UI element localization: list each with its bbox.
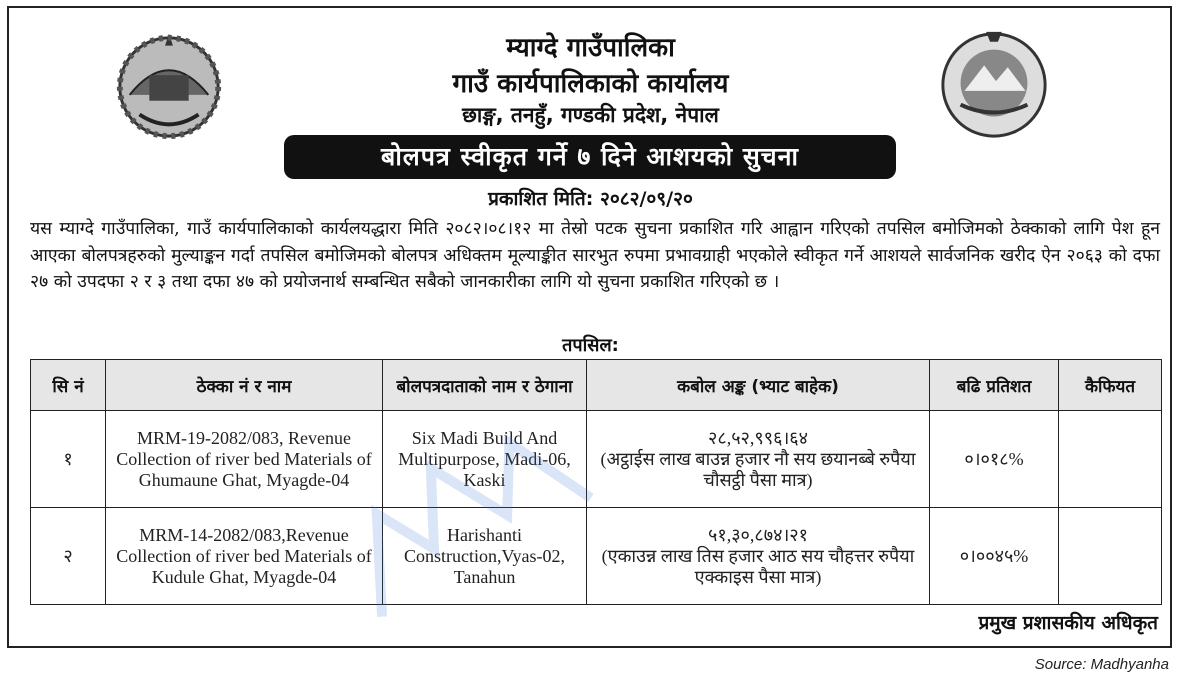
schedule-title: तपसिल: [562,335,619,356]
col-header-remarks: कैफियत [1059,360,1162,411]
amount-figure: २८,५२,९९६।६४ [707,427,809,448]
notice-body: यस म्याग्दे गाउँपालिका, गाउँ कार्यपालिकाको कार्यलयद्धारा मिति २०८२।०८।१२ मा तेस्रो पटक सुचना प्रकाशित गरि आह्वान गरिएको तपसिल बमोजिमको ठेक्काको लागि पेश हून आएका बोलपत्रहरुको मुल्याङ्कन गर्दा तपसिल बमोजिमको बोलपत्र अधिक्तम मूल्याङ्कीत सारभुत रुपमा प्रभावग्राही भएकोले स्वीकृत गर्ने आशयले सार्वजनिक खरीद ऐन २०६३ को दफा २७ को उपदफा २ र ३ तथा दफा ४७ को प्रयोजनार्थ सम्बन्धित सबैको जानकारीका लागि यो सुचना प्रकाशित गरिएको छ । [30,219,1160,292]
table-row [31,508,1162,605]
cell-sn: २ [31,508,106,605]
amount-words: (अट्ठाईस लाख बाउन्न हजार नौ सय छयानब्बे रुपैया चौसट्ठी पैसा मात्र) [600,448,916,490]
table-row [31,411,1162,508]
col-header-sn: सि नं [31,360,106,411]
cell-percent: ०।०१८% [930,411,1059,508]
cell-remarks [1059,411,1162,508]
cell-amount [587,411,930,508]
cell-bidder: Harishanti Construction,Vyas-02, Tanahun [383,508,587,605]
cell-contract: MRM-14-2082/083,Revenue Collection of river bed Materials of Kudule Ghat, Myagde-04 [106,508,383,605]
col-header-contract: ठेक्का नं र नाम [106,360,383,411]
cell-bidder: Six Madi Build And Multipurpose, Madi-06, Kaski [383,411,587,508]
col-header-amount: कबोल अङ्क (भ्याट बाहेक) [587,360,930,411]
municipality-name: म्याग्दे गाउँपालिका [506,33,675,63]
cell-percent: ०।००४५% [930,508,1059,605]
cell-amount [587,508,930,605]
amount-words: (एकाउन्न लाख तिस हजार आठ सय चौहत्तर रुपैया एक्काइस पैसा मात्र) [601,545,915,587]
bid-table [30,359,1162,605]
source-credit: Source: Madhyanha [1034,656,1169,673]
table-header-row [31,360,1162,411]
col-header-bidder: बोलपत्रदाताको नाम र ठेगाना [383,360,587,411]
cell-contract: MRM-19-2082/083, Revenue Collection of river bed Materials of Ghumaune Ghat, Myagde-04 [106,411,383,508]
office-address: छाङ्ग, तनहुँ, गण्डकी प्रदेश, नेपाल [462,103,719,127]
published-date: प्रकाशित मिति: २०८२/०९/२० [488,188,693,210]
office-name: गाउँ कार्यपालिकाको कार्यालय [452,69,729,99]
cell-sn: १ [31,411,106,508]
signatory-title: प्रमुख प्रशासकीय अधिकृत [978,612,1158,634]
col-header-percent: बढि प्रतिशत [930,360,1059,411]
notice-title-banner: बोलपत्र स्वीकृत गर्ने ७ दिने आशयको सुचना [284,135,896,179]
cell-remarks [1059,508,1162,605]
amount-figure: ५१,३०,८७४।२१ [707,524,809,545]
